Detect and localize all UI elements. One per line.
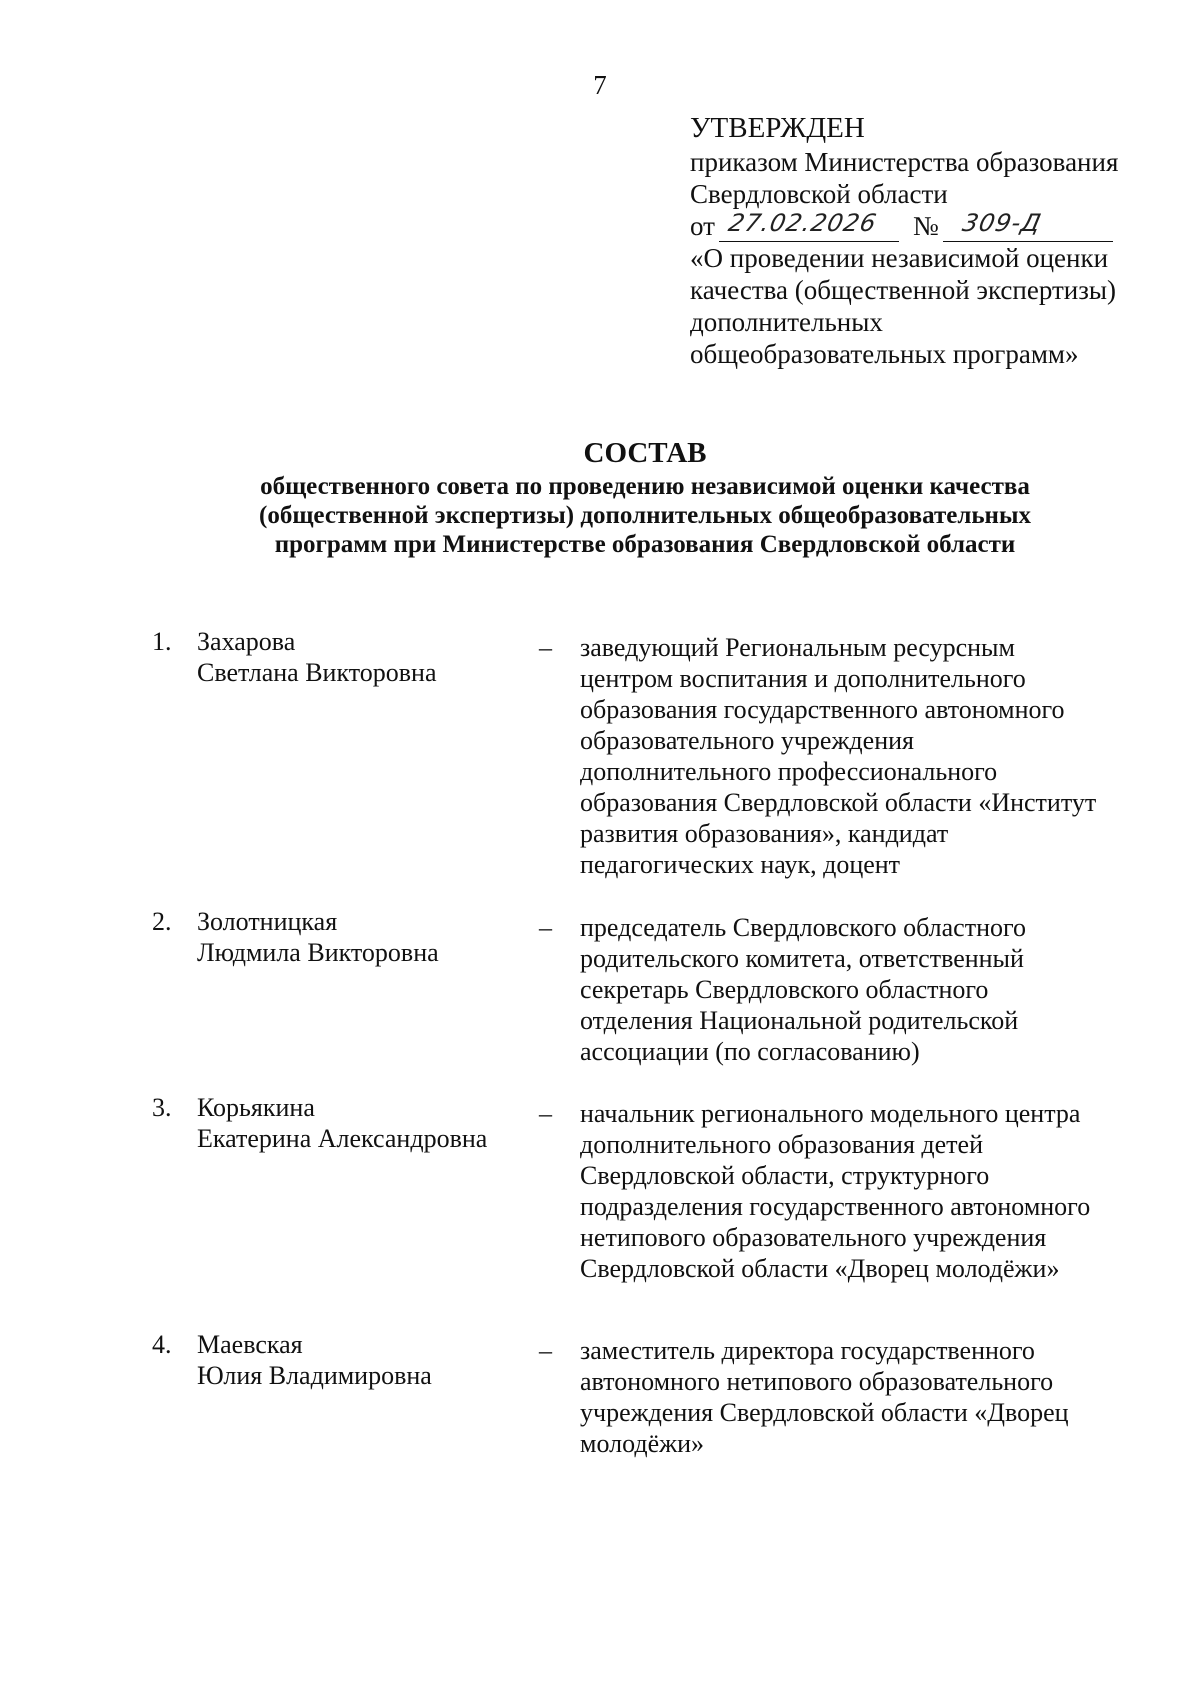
- approval-line-1: приказом Министерства образования: [690, 147, 1119, 177]
- member-given-name: Юлия Владимировна: [197, 1361, 432, 1390]
- order-title-line-2: качества (общественной экспертизы): [690, 275, 1117, 305]
- document-title-block: [80, 436, 1200, 559]
- role-line: образовательного учреждения: [580, 726, 914, 755]
- role-line: Свердловской области «Дворец молодёжи»: [580, 1254, 1060, 1283]
- role-line: педагогических наук, доцент: [580, 850, 901, 879]
- subtitle-line-2: (общественной экспертизы) дополнительных общеобразовательных: [259, 502, 1031, 529]
- role-line: родительского комитета, ответственный: [580, 944, 1024, 973]
- role-line: дополнительного образования детей: [580, 1130, 983, 1159]
- role-line: ассоциации (по согласованию): [580, 1037, 920, 1066]
- role-line: нетипового образовательного учреждения: [580, 1223, 1047, 1252]
- member-given-name: Екатерина Александровна: [197, 1124, 488, 1153]
- member-surname: Корьякина: [197, 1093, 315, 1122]
- member-dash: –: [539, 913, 552, 942]
- member-number: 1.: [152, 627, 172, 656]
- approval-stamp-block: [690, 112, 1170, 370]
- member-surname: Маевская: [197, 1330, 303, 1359]
- subtitle-line-1: общественного совета по проведению независимой оценки качества: [260, 473, 1030, 500]
- role-line: заведующий Региональным ресурсным: [580, 633, 1015, 662]
- role-line: начальник регионального модельного центра: [580, 1099, 1081, 1128]
- role-line: секретарь Свердловского областного: [580, 975, 989, 1004]
- approval-line-2: Свердловской области: [690, 179, 948, 209]
- member-role: [580, 1098, 1160, 1284]
- approval-heading: УТВЕРЖДЕН: [690, 112, 865, 144]
- subtitle-line-3: программ при Министерстве образования Свердловской области: [274, 531, 1016, 558]
- handwritten-number: 309-Д: [959, 209, 1044, 237]
- member-dash: –: [539, 1099, 552, 1128]
- member-role: [580, 632, 1160, 880]
- member-given-name: Светлана Викторовна: [197, 658, 437, 687]
- member-name: [197, 1329, 537, 1391]
- member-role: [580, 912, 1160, 1067]
- role-line: учреждения Свердловской области «Дворец: [580, 1398, 1069, 1427]
- from-label: от: [690, 211, 715, 241]
- order-title-line-4: общеобразовательных программ»: [690, 339, 1079, 369]
- number-label: №: [912, 211, 939, 241]
- member-number: 2.: [152, 907, 172, 936]
- role-line: подразделения государственного автономного: [580, 1192, 1091, 1221]
- role-line: автономного нетипового образовательного: [580, 1367, 1054, 1396]
- role-line: заместитель директора государственного: [580, 1336, 1035, 1365]
- member-dash: –: [539, 1336, 552, 1365]
- order-title-line-1: «О проведении независимой оценки: [690, 243, 1109, 273]
- role-line: молодёжи»: [580, 1429, 704, 1458]
- number-blank: [943, 209, 1113, 242]
- member-surname: Захарова: [197, 627, 296, 656]
- role-line: отделения Национальной родительской: [580, 1006, 1019, 1035]
- member-dash: –: [539, 633, 552, 662]
- role-line: образования государственного автономного: [580, 695, 1065, 724]
- role-line: образования Свердловской области «Институт: [580, 788, 1097, 817]
- member-name: [197, 1092, 537, 1154]
- member-given-name: Людмила Викторовна: [197, 938, 439, 967]
- role-line: Свердловской области, структурного: [580, 1161, 990, 1190]
- order-date-number-line: [690, 210, 1170, 242]
- role-line: развития образования», кандидат: [580, 819, 949, 848]
- role-line: центром воспитания и дополнительного: [580, 664, 1026, 693]
- member-surname: Золотницкая: [197, 907, 338, 936]
- member-number: 4.: [152, 1330, 172, 1359]
- handwritten-date: 27.02.2026: [725, 209, 880, 237]
- member-number: 3.: [152, 1093, 172, 1122]
- member-role: [580, 1335, 1160, 1459]
- page-number: 7: [593, 70, 607, 100]
- member-name: [197, 626, 537, 688]
- role-line: председатель Свердловского областного: [580, 913, 1027, 942]
- member-name: [197, 906, 537, 968]
- document-subtitle: [195, 472, 1095, 559]
- document-title: СОСТАВ: [583, 437, 707, 469]
- date-blank: [719, 209, 899, 242]
- role-line: дополнительного профессионального: [580, 757, 998, 786]
- order-title-line-3: дополнительных: [690, 307, 883, 337]
